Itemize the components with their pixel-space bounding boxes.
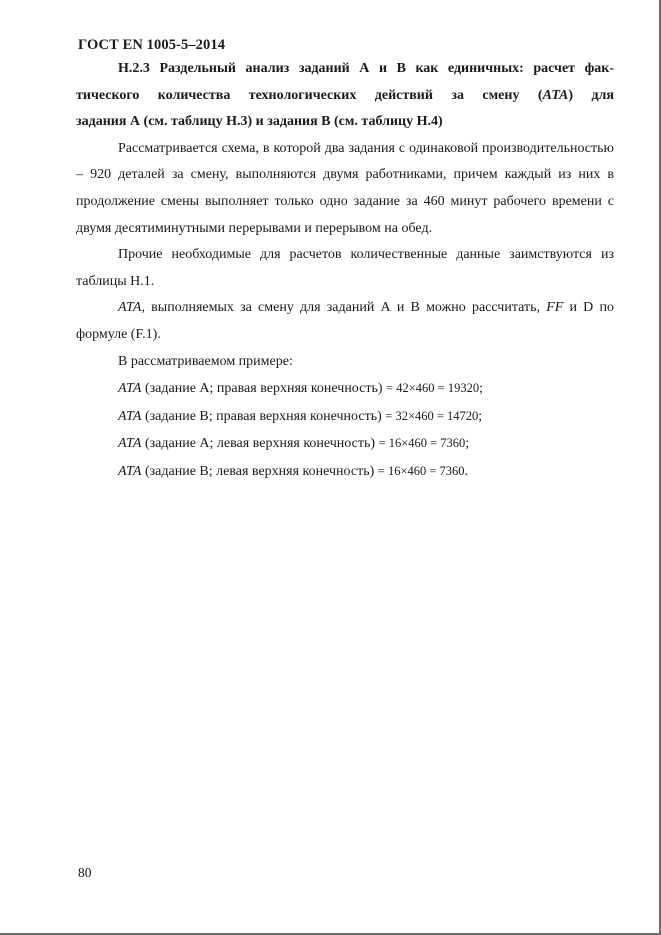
formula-calculation: = 42×460 = 19320 xyxy=(386,381,480,396)
document-body xyxy=(76,56,614,486)
formula-description: (задание В; правая верхняя конечность) xyxy=(141,408,386,424)
section-title-part-2-end: ) для xyxy=(568,87,614,103)
section-title-ata: АТА xyxy=(542,87,569,103)
section-title-part-2: тического количества технологических действий за смену ( xyxy=(76,87,543,103)
paragraph-example-intro: В рассматриваемом примере: xyxy=(118,353,293,369)
formula-description: (задание А; левая верхняя конечность) xyxy=(141,436,379,452)
formula-line xyxy=(76,430,614,458)
ff-term: FF xyxy=(546,300,564,316)
section-heading-line-1 xyxy=(76,56,614,83)
formula-line xyxy=(76,375,614,403)
formula-description: (задание В; левая верхняя конечность) xyxy=(141,463,378,479)
paragraph-table-reference: Прочие необходимые для расчетов количественные данные заимствуются из таблицы Н.1. xyxy=(76,247,614,289)
document-header: ГОСТ EN 1005-5–2014 xyxy=(78,37,226,53)
formula-calculation: = 16×460 = 7360 xyxy=(378,436,466,451)
formula-variable: АТА xyxy=(118,436,142,452)
section-title-part-1: Раздельный анализ заданий А и В как единичных: расчет фак- xyxy=(159,61,615,76)
ata-term: АТА xyxy=(118,300,142,316)
formula-description: (задание А; правая верхняя конечность) xyxy=(141,381,387,397)
formula-punctuation: ; xyxy=(479,381,483,397)
paragraph-formula-text-1: , выполняемых за смену для заданий А и В можно рассчитать, xyxy=(141,300,547,316)
formula-punctuation: ; xyxy=(465,436,470,452)
formula-variable: АТА xyxy=(118,408,142,424)
formula-line xyxy=(76,403,614,431)
formula-variable: АТА xyxy=(118,463,142,479)
paragraph-scheme: Рассматривается схема, в которой два задания с одинаковой производительностью – 920 деталей за смену, выполняются двумя работниками, причем каждый из них в продолжение смены выполняет только одно задание за 460 минут рабочего времени с двумя десятиминутными перерывами и перерывом на обед. xyxy=(76,140,614,236)
section-heading xyxy=(76,56,614,136)
formula-variable: АТА xyxy=(118,381,142,397)
paragraph-formula-text-2: и D по формуле (F.1). xyxy=(76,300,614,342)
section-heading-line-3: задания А (см. таблицу Н.3) и задания В (см. таблицу Н.4) xyxy=(76,114,443,130)
formula-punctuation: . xyxy=(464,463,469,479)
page-number: 80 xyxy=(78,865,92,880)
section-heading-line-2 xyxy=(76,83,614,110)
formula-punctuation: ; xyxy=(478,408,483,424)
formula-calculation: = 16×460 = 7360 xyxy=(377,463,465,478)
section-number: Н.2.3 xyxy=(118,61,150,76)
formula-calculation: = 32×460 = 14720 xyxy=(385,408,479,423)
paragraph-formula-reference xyxy=(76,295,614,348)
formula-line xyxy=(76,458,614,486)
